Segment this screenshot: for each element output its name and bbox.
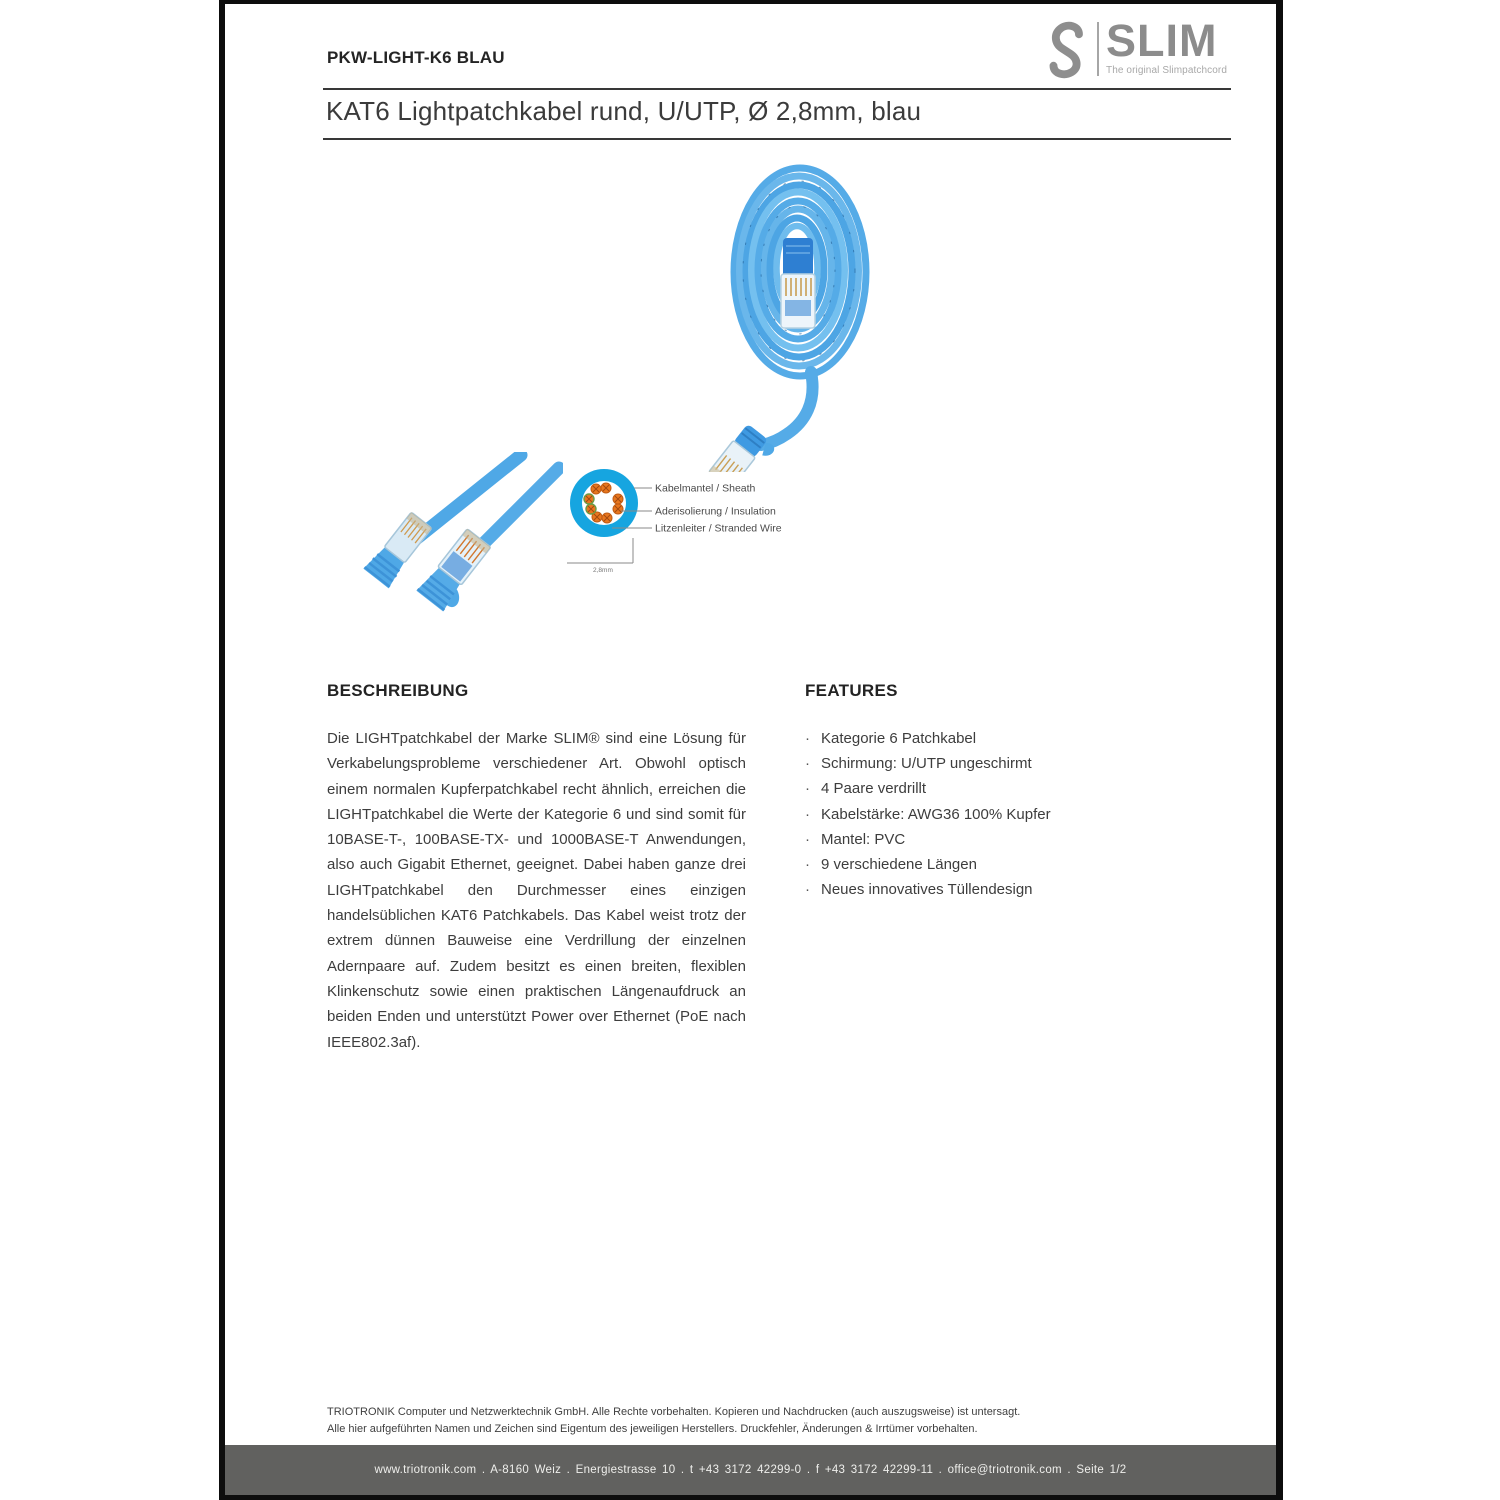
header-rule-top bbox=[323, 88, 1231, 90]
product-code: PKW-LIGHT-K6 BLAU bbox=[327, 48, 505, 67]
dimension-label: 2,8mm bbox=[593, 567, 613, 574]
bullet-icon: · bbox=[805, 730, 810, 747]
feature-item-text: Neues innovatives Tüllendesign bbox=[821, 881, 1033, 899]
bullet-icon: · bbox=[805, 881, 810, 899]
slim-logo-s-icon bbox=[1041, 20, 1091, 80]
feature-item bbox=[805, 726, 1051, 751]
contact-bar bbox=[225, 1445, 1276, 1495]
contact-bar-text: www.triotronik.com . A-8160 Weiz . Energiestrasse 10 . t +43 3172 42299-0 . f +43 3172 42299-11 . office@triotronik.com . Seite 1/2 bbox=[374, 1464, 1127, 1476]
logo-divider bbox=[1097, 22, 1099, 76]
label-stranded-wire: Litzenleiter / Stranded Wire bbox=[655, 522, 782, 535]
feature-item-text: Kategorie 6 Patchkabel bbox=[821, 730, 977, 747]
feature-item-text: 4 Paare verdrillt bbox=[821, 780, 927, 798]
label-sheath: Kabelmantel / Sheath bbox=[655, 482, 756, 495]
page-title: KAT6 Lightpatchkabel rund, U/UTP, Ø 2,8mm, blau bbox=[326, 96, 922, 126]
features-heading: FEATURES bbox=[805, 681, 898, 700]
bullet-icon: · bbox=[805, 805, 810, 823]
connector-pair-image bbox=[318, 452, 563, 647]
features-list bbox=[805, 726, 1051, 902]
feature-item bbox=[805, 802, 1051, 827]
bullet-icon: · bbox=[805, 780, 810, 798]
coiled-cable-image bbox=[695, 150, 895, 472]
bullet-icon: · bbox=[805, 830, 810, 848]
feature-item bbox=[805, 776, 1051, 801]
slim-logo bbox=[1041, 15, 1227, 80]
legal-line-2: Alle hier aufgeführten Namen und Zeichen sind Eigentum des jeweiligen Herstellers. Druckfehler, Änderungen & Irrtümer vorbehalten. bbox=[327, 1422, 978, 1435]
feature-item bbox=[805, 852, 1051, 877]
feature-item bbox=[805, 827, 1051, 852]
rj45-connector-left bbox=[363, 510, 434, 588]
bullet-icon: · bbox=[805, 755, 810, 773]
feature-item-text: 9 verschiedene Längen bbox=[821, 856, 977, 874]
label-insulation: Aderisolierung / Insulation bbox=[655, 505, 776, 518]
legal-line-1: TRIOTRONIK Computer und Netzwerktechnik GmbH. Alle Rechte vorbehalten. Kopieren und Nachdrucken (auch auszugsweise) ist untersagt. bbox=[327, 1406, 1021, 1418]
feature-item-text: Schirmung: U/UTP ungeschirmt bbox=[821, 755, 1032, 773]
feature-item bbox=[805, 751, 1051, 776]
description-body: Die LIGHTpatchkabel der Marke SLIM® sind eine Lösung für Verkabelungsprobleme verschiedener Art. Obwohl optisch einem normalen Kupferpatchkabel recht ähnlich, erreichen die LIGHTpatchkabel die Werte der Kategorie 6 und sind somit für 10BASE-T-, 100BASE-TX- und 1000BASE-T Anwendungen, also auch Gigabit Ethernet, geeignet. Dabei haben ganze drei LIGHTpatchkabel den Durchmesser eines einzigen handelsüblichen KAT6 Patchkabels. Das Kabel weist trotz der extrem dünnen Bauweise eine Verdrillung der einzelnen Adernpaare auf. Zudem besitzt es einen breiten, flexiblen Klinkenschutz sowie einen praktischen Längenaufdruck an beiden Enden und unterstützt Power over Ethernet (PoE nach IEEE802.3af). bbox=[327, 730, 746, 1051]
datasheet-page bbox=[219, 0, 1283, 1500]
legal-text bbox=[327, 1404, 1247, 1437]
cable-cross-section-diagram bbox=[555, 450, 985, 585]
description-heading: BESCHREIBUNG bbox=[327, 681, 469, 700]
logo-tagline: The original Slimpatchcord bbox=[1106, 65, 1227, 76]
feature-item-text: Kabelstärke: AWG36 100% Kupfer bbox=[821, 805, 1051, 823]
feature-item-text: Mantel: PVC bbox=[821, 830, 906, 848]
coil-center-connector bbox=[781, 238, 815, 328]
logo-brand-text: SLIM bbox=[1106, 15, 1218, 66]
header-rule-bottom bbox=[323, 138, 1231, 140]
feature-item bbox=[805, 877, 1051, 902]
bullet-icon: · bbox=[805, 856, 810, 874]
